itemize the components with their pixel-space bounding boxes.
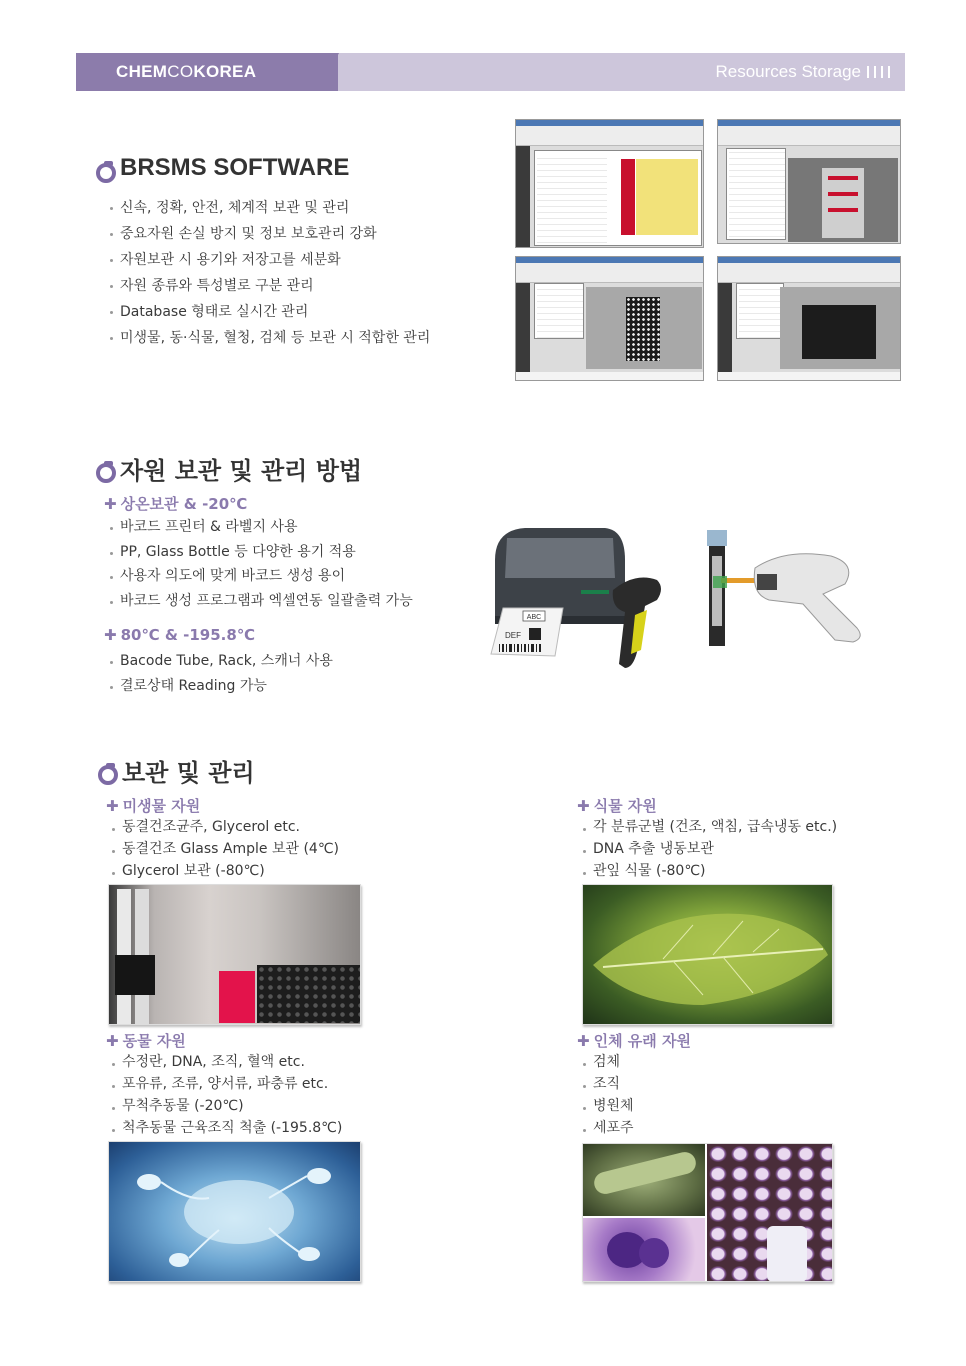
list-item: 바코드 생성 프로그램과 엑셀연동 일괄출력 가능 (110, 589, 413, 614)
plus-icon: ✚ (104, 495, 117, 513)
section-title: Resources Storage (715, 62, 861, 81)
method-group1-list (110, 515, 413, 613)
list-item: 무척추동물 (-20℃) (112, 1095, 342, 1117)
list-item: Database 형태로 실시간 관리 (110, 299, 430, 325)
list-item: 동결건조 Glass Ample 보관 (4℃) (112, 838, 339, 860)
microbe-list (112, 816, 339, 882)
page-header (76, 53, 905, 91)
software-screenshot-1 (515, 119, 704, 248)
software-screenshot-4 (717, 256, 901, 381)
list-item: 자원보관 시 용기와 저장고를 세분화 (110, 247, 430, 273)
plus-icon: ✚ (577, 797, 590, 815)
storage-heading: 보관 및 관리 (98, 753, 255, 788)
list-item: 병원체 (583, 1095, 634, 1117)
list-item: DNA 추출 냉동보관 (583, 838, 837, 860)
human-title: ✚ 인체 유래 자원 (577, 1032, 691, 1050)
gun-scanner-icon (754, 554, 860, 642)
bullet-icon (96, 461, 113, 476)
list-item: 수정란, DNA, 조직, 혈액 etc. (112, 1051, 342, 1073)
list-item: Glycerol 보관 (-80℃) (112, 860, 339, 882)
animal-cells-photo (108, 1141, 361, 1282)
list-item: 조직 (583, 1073, 634, 1095)
header-slant (319, 53, 339, 91)
human-list (583, 1051, 634, 1139)
svg-text:ABC: ABC (526, 614, 542, 621)
svg-text:DEF: DEF (505, 631, 521, 640)
list-item: 검체 (583, 1051, 634, 1073)
animal-title: ✚ 동물 자원 (106, 1032, 186, 1050)
list-item: 포유류, 조류, 양서류, 파충류 etc. (112, 1073, 342, 1095)
list-item: 중요자원 손실 방지 및 정보 보호관리 강화 (110, 221, 430, 247)
method-group2-title: ✚ 80℃ & -195.8℃ (104, 626, 255, 644)
list-item: Bacode Tube, Rack, 스캐너 사용 (110, 649, 333, 674)
list-item: 세포주 (583, 1117, 634, 1139)
list-item: 결로상태 Reading 가능 (110, 674, 333, 699)
brand-logo: CHEMCOKOREA (116, 62, 257, 81)
brsms-heading: BRSMS SOFTWARE (96, 154, 349, 182)
list-item: 신속, 정확, 안전, 체계적 보관 및 관리 (110, 195, 430, 221)
list-item: 동결건조균주, Glycerol etc. (112, 816, 339, 838)
plus-icon: ✚ (577, 1032, 590, 1050)
barcode-tube-icon (707, 530, 755, 646)
method-group1-title: ✚ 상온보관 & -20℃ (104, 495, 248, 513)
bullet-icon (96, 161, 113, 176)
plant-title: ✚ 식물 자원 (577, 797, 657, 815)
brsms-list (110, 195, 430, 351)
list-item: 척추동물 근육조직 척출 (-195.8℃) (112, 1117, 342, 1139)
human-samples-photo (582, 1143, 833, 1282)
page-marker (867, 66, 893, 78)
animal-list (112, 1051, 342, 1139)
barcode-equipment-illustration (485, 520, 870, 675)
plant-list (583, 816, 837, 882)
plus-icon: ✚ (106, 797, 119, 815)
plus-icon: ✚ (106, 1032, 119, 1050)
list-item: 미생물, 동·식물, 혈청, 검체 등 보관 시 적합한 관리 (110, 325, 430, 351)
bullet-icon (98, 763, 115, 778)
barcode-label (491, 608, 563, 656)
list-item: 각 분류군별 (건조, 액침, 급속냉동 etc.) (583, 816, 837, 838)
method-heading: 자원 보관 및 관리 방법 (96, 451, 362, 486)
software-screenshot-2 (717, 119, 901, 244)
plant-leaf-photo (582, 884, 833, 1025)
software-screenshot-3 (515, 256, 704, 381)
list-item: 바코드 프린터 & 라벨지 사용 (110, 515, 413, 540)
list-item: PP, Glass Bottle 등 다양한 용기 적용 (110, 540, 413, 565)
method-group2-list (110, 649, 333, 698)
list-item: 사용자 의도에 맞게 바코드 생성 용이 (110, 564, 413, 589)
microbe-photo (108, 884, 361, 1025)
list-item: 자원 종류와 특성별로 구분 관리 (110, 273, 430, 299)
list-item: 관잎 식물 (-80℃) (583, 860, 837, 882)
microbe-title: ✚ 미생물 자원 (106, 797, 201, 815)
plus-icon: ✚ (104, 626, 117, 644)
